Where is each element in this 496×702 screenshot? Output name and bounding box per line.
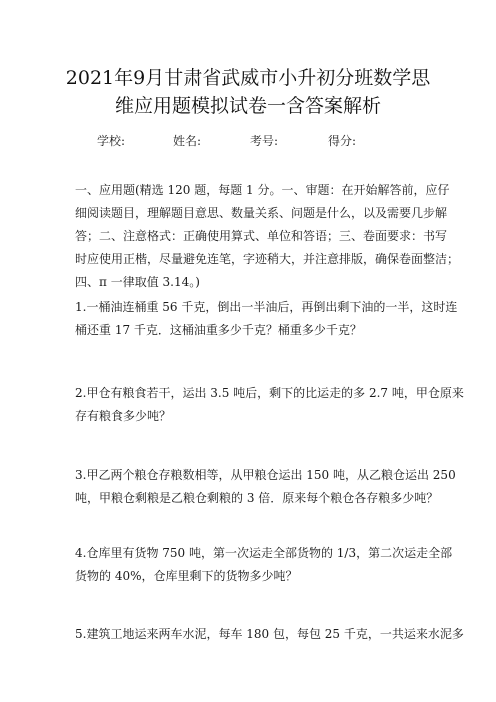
document-title-line-2: 维应用题模拟试卷一含答案解析 bbox=[114, 95, 381, 117]
question-2 bbox=[75, 382, 464, 428]
instruction-line: 时应使用正楷，尽量避免连笔，字迹稍大，并注意排版，确保卷面整洁； bbox=[75, 252, 460, 266]
exam-info-row bbox=[0, 132, 496, 150]
question-5 bbox=[75, 623, 464, 646]
exam-number-label: 考号: bbox=[250, 134, 279, 148]
document-title-line-1: 2021年9月甘肃省武威市小升初分班数学思 bbox=[65, 67, 431, 89]
question-line: 4.仓库里有货物 750 吨，第一次运走全部货物的 1/3，第二次运走全部 bbox=[75, 546, 453, 560]
score-label: 得分: bbox=[328, 134, 357, 148]
question-4 bbox=[75, 542, 453, 588]
question-3 bbox=[75, 464, 456, 510]
instructions-paragraph bbox=[75, 179, 460, 294]
instruction-line: 一、应用题(精选 120 题，每题 1 分。一、审题：在开始解答前，应仔 bbox=[75, 183, 450, 197]
question-line: 1.一桶油连桶重 56 千克，倒出一半油后，再倒出剩下油的一半，这时连 bbox=[75, 300, 458, 314]
instruction-line: 答；二、注意格式：正确使用算式、单位和答语；三、卷面要求：书写 bbox=[75, 229, 448, 243]
school-label: 学校: bbox=[97, 134, 126, 148]
question-line: 吨，甲粮仓剩粮是乙粮仓剩粮的 3 倍．原来每个粮仓各存粮多少吨？ bbox=[75, 491, 439, 505]
name-label: 姓名: bbox=[173, 134, 202, 148]
instruction-line: 细阅读题目，理解题目意思、数量关系、问题是什么，以及需要几步解 bbox=[75, 206, 448, 220]
instruction-line: 四、π 一律取值 3.14。) bbox=[75, 275, 200, 289]
question-line: 存有粮食多少吨？ bbox=[75, 409, 172, 423]
question-1 bbox=[75, 296, 458, 342]
question-line: 5.建筑工地运来两车水泥，每车 180 包，每包 25 千克，一共运来水泥多 bbox=[75, 627, 464, 641]
question-line: 货物的 40%，仓库里剩下的货物多少吨？ bbox=[75, 569, 298, 583]
question-line: 3.甲乙两个粮仓存粮数相等，从甲粮仓运出 150 吨，从乙粮仓运出 250 bbox=[75, 468, 456, 482]
question-line: 2.甲仓有粮食若干，运出 3.5 吨后，剩下的比运走的多 2.7 吨，甲仓原来 bbox=[75, 386, 464, 400]
question-line: 桶还重 17 千克．这桶油重多少千克？桶重多少千克？ bbox=[75, 323, 362, 337]
